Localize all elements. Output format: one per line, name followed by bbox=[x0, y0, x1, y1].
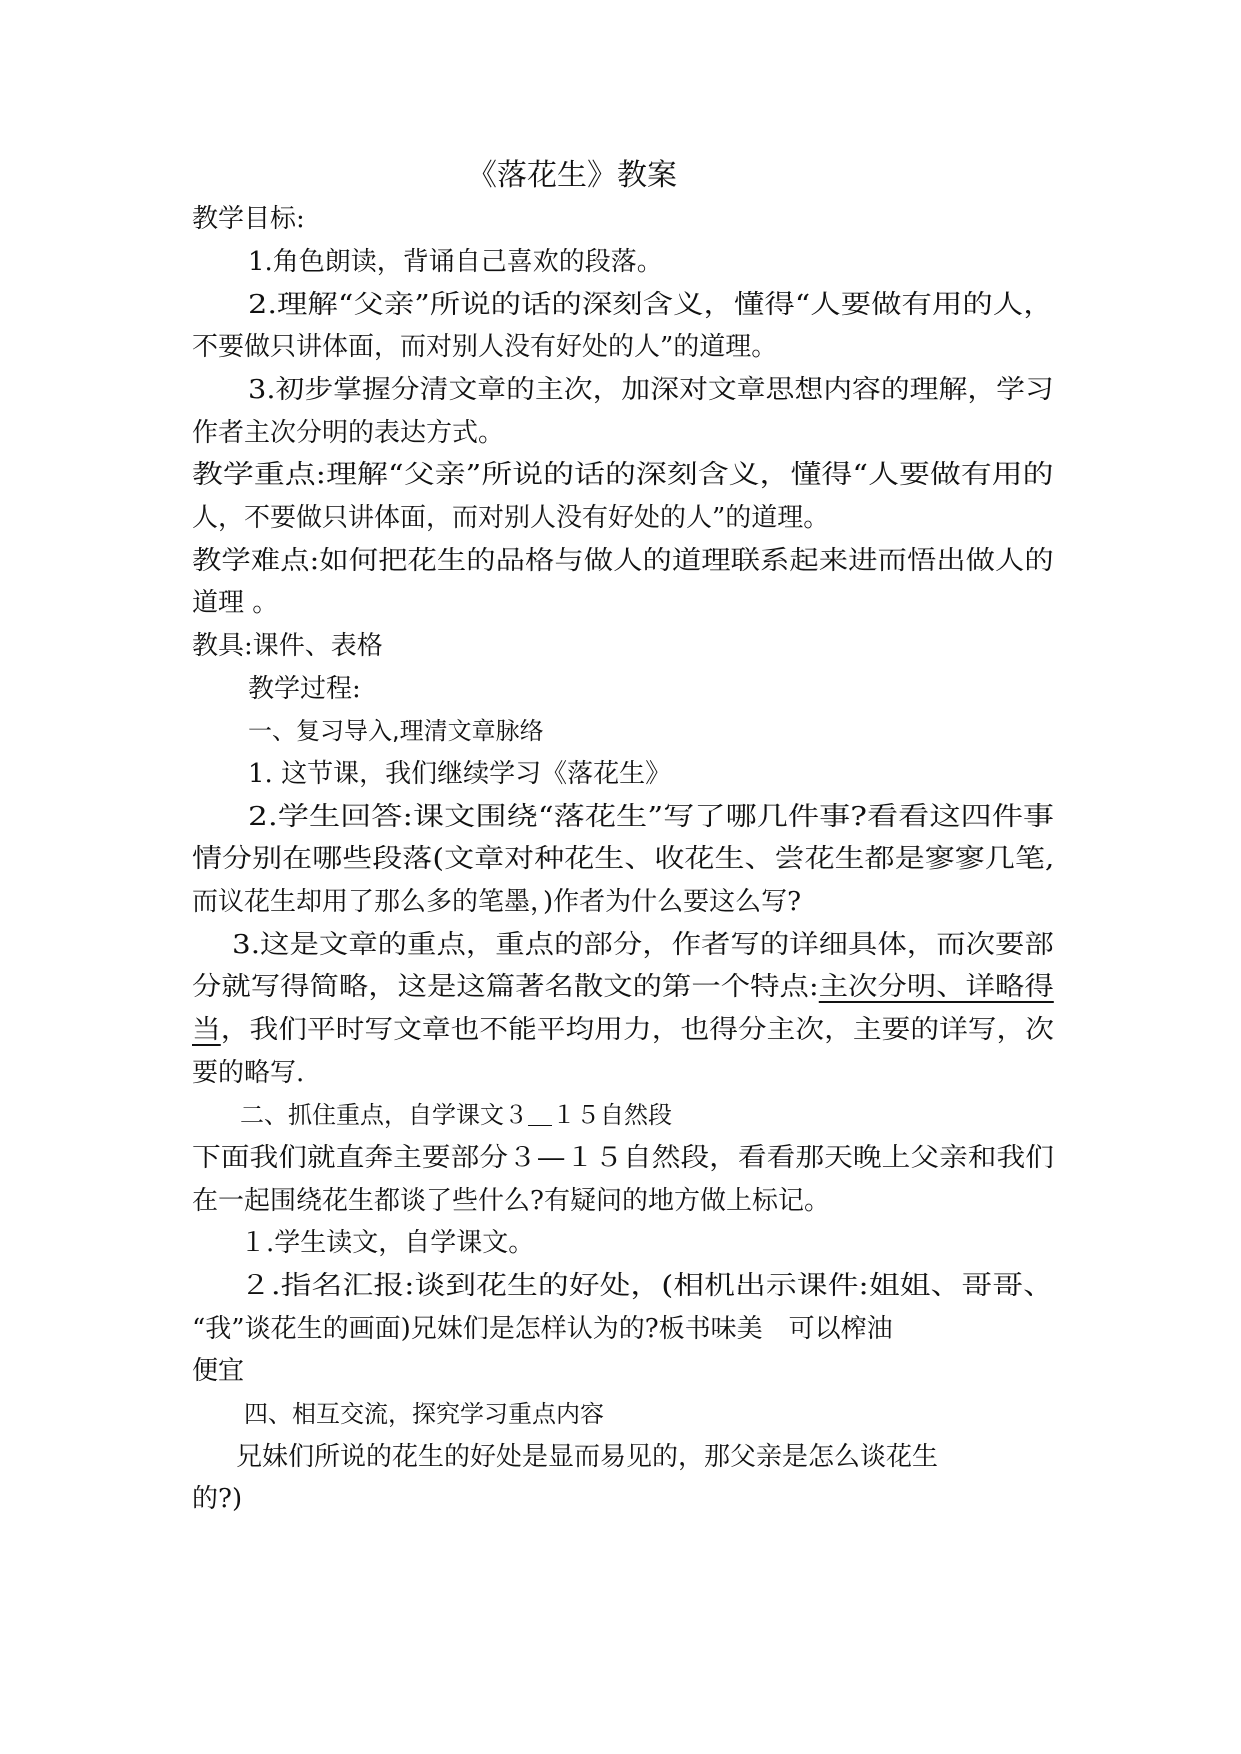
section-1-para-1: 1. 这节课，我们继续学习《落花生》 bbox=[248, 759, 672, 789]
section-4-para-1-line-1: 兄妹们所说的花生的好处是显而易见的，那父亲是怎么谈花生 bbox=[236, 1442, 939, 1472]
para-3-line-2-text: 分就写得简略，这是这篇著名散文的第一个特点: bbox=[192, 972, 819, 1002]
objectives-heading: 教学目标: bbox=[192, 204, 305, 234]
section-2-item-1: １.学生读文，自学课文。 bbox=[240, 1228, 535, 1258]
section-2-item-2-line-1: ２.指名汇报:谈到花生的好处，(相机出示课件:姐姐、哥哥、 bbox=[240, 1271, 1054, 1301]
section-1-para-3-line-4: 要的略写. bbox=[192, 1058, 305, 1088]
section-1-para-2-line-2: 情分别在哪些段落(文章对种花生、收花生、尝花生都是寥寥几笔, bbox=[192, 844, 1055, 874]
difficulty-line-1: 教学难点:如何把花生的品格与做人的道理联系起来进而悟出做人的 bbox=[192, 546, 1054, 576]
underlined-key-phrase-end: 当 bbox=[192, 1015, 221, 1045]
section-2-para-1-line-1: 下面我们就直奔主要部分３—１５自然段，看看那天晚上父亲和我们 bbox=[192, 1143, 1054, 1173]
difficulty-line-2: 道理 。 bbox=[192, 588, 279, 618]
objective-3-line-1: 3.初步掌握分清文章的主次，加深对文章思想内容的理解，学习 bbox=[248, 375, 1054, 405]
section-1-para-3-line-2 bbox=[192, 970, 1054, 1004]
section-1-para-3-line-1: 3.这是文章的重点，重点的部分，作者写的详细具体，而次要部 bbox=[232, 930, 1054, 960]
key-point-line-2: 人，不要做只讲体面，而对别人没有好处的人”的道理。 bbox=[192, 503, 830, 533]
document-title: 《落花生》教案 bbox=[467, 158, 677, 193]
section-4-para-1-line-2: 的?) bbox=[192, 1484, 243, 1514]
process-heading: 教学过程: bbox=[248, 674, 361, 704]
section-2-para-1-line-2: 在一起围绕花生都谈了些什么?有疑问的地方做上标记。 bbox=[192, 1186, 830, 1216]
section-4-heading: 四、相互交流，探究学习重点内容 bbox=[244, 1400, 604, 1428]
key-point-line-1: 教学重点:理解“父亲”所说的话的深刻含义，懂得“人要做有用的 bbox=[192, 460, 1054, 490]
section-1-para-3-line-3 bbox=[192, 1013, 1054, 1047]
section-2-heading: 二、抓住重点，自学课文３＿１５自然段 bbox=[240, 1101, 672, 1129]
section-2-item-2-line-3: 便宜 bbox=[192, 1356, 245, 1386]
section-1-para-2-line-1: 2.学生回答:课文围绕“落花生”写了哪几件事?看看这四件事 bbox=[248, 802, 1055, 832]
objective-2-line-1: 2.理解“父亲”所说的话的深刻含义，懂得“人要做有用的人， bbox=[248, 290, 1054, 320]
section-1-heading: 一、复习导入,理清文章脉络 bbox=[248, 717, 544, 745]
underlined-key-phrase: 主次分明、详略得 bbox=[818, 972, 1054, 1002]
section-1-para-2-line-3: 而议花生却用了那么多的笔墨，)作者为什么要这么写? bbox=[192, 887, 802, 917]
objective-1: 1.角色朗读，背诵自己喜欢的段落。 bbox=[248, 247, 663, 277]
objective-2-line-2: 不要做只讲体面，而对别人没有好处的人”的道理。 bbox=[192, 332, 778, 362]
section-2-item-2-line-2: “我”谈花生的画面)兄妹们是怎样认为的?板书味美 可以榨油 bbox=[192, 1314, 893, 1344]
objective-3-line-2: 作者主次分明的表达方式。 bbox=[192, 418, 505, 448]
para-3-line-3-text: ，我们平时写文章也不能平均用力，也得分主次，主要的详写，次 bbox=[220, 1015, 1055, 1045]
teaching-tools: 教具:课件、表格 bbox=[192, 631, 383, 661]
